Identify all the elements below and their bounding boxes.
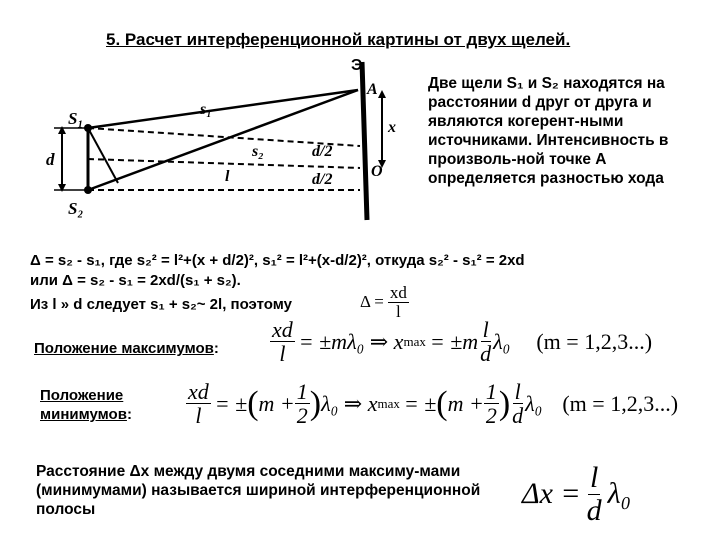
label-half-d-top: d/2 xyxy=(312,143,333,160)
fringe-width-formula: Δx = $\frac{l}{d}$ λ₀ xyxy=(522,461,632,527)
label-s2: S₂ xyxy=(68,199,84,218)
intro-text: Две щели S₁ и S₂ находятся на расстоянии d друг от друга и являются когерент-ными источниками. Интенсивность в произволь-ной точке A определяется разностью хода xyxy=(428,75,669,187)
label-ray-l: l xyxy=(225,168,230,185)
maxima-formula: $\frac{xd}{l}$ = ±mλ₀ ⇒ x max = ±m $\frac{l}{d}$ λ₀ (m = 1,2,3...) xyxy=(272,317,653,367)
two-slit-diagram xyxy=(40,48,430,223)
path-diff-line xyxy=(88,128,118,183)
label-ray-s2: s₂ xyxy=(252,143,264,160)
label-d: d xyxy=(46,150,55,169)
dashed-center xyxy=(88,159,360,168)
label-ray-s1: s₁ xyxy=(200,101,212,118)
minima-label: Положение минимумов: xyxy=(40,387,132,423)
derivation-line-1: Δ = s₂ - s₁, где s₂² = l²+(x + d/2)², s₁² = l²+(x-d/2)², откуда s₂² - s₁² = 2xd xyxy=(30,252,525,269)
delta-num: xd xyxy=(389,283,407,302)
label-s1: S₁ xyxy=(68,109,84,128)
ray-s1 xyxy=(88,90,358,128)
page-title: 5. Расчет интерференционной картины от двух щелей. xyxy=(106,30,571,49)
minima-formula: $\frac{xd}{l}$ = ± ( m + $\frac{1}{2}$ ) λ₀ ⇒ x max = ± ( m + $\frac{1}{2}$ ) $\frac{l}{d}$ λ₀ (m = 1,2,3...) xyxy=(188,379,679,429)
derivation-line-2: или Δ = s₂ - s₁ = 2xd/(s₁ + s₂). xyxy=(30,272,241,289)
delta-lhs: Δ = xyxy=(360,292,384,312)
maxima-label: Положение максимумов: xyxy=(34,340,219,357)
screen-label: Э xyxy=(351,57,363,74)
label-point-o: O xyxy=(371,163,383,180)
delta-den: l xyxy=(395,301,401,321)
label-half-d-bottom: d/2 xyxy=(312,171,333,188)
delta-formula xyxy=(360,284,409,321)
label-x: x xyxy=(388,119,396,136)
label-point-a: A xyxy=(367,81,378,98)
fringe-width-text: Расстояние Δx между двумя соседними максиму-мами (минимумами) называется шириной интерференционной полосы xyxy=(36,463,481,518)
derivation-line-3: Из l » d следует s₁ + s₂~ 2l, поэтому xyxy=(30,296,292,313)
